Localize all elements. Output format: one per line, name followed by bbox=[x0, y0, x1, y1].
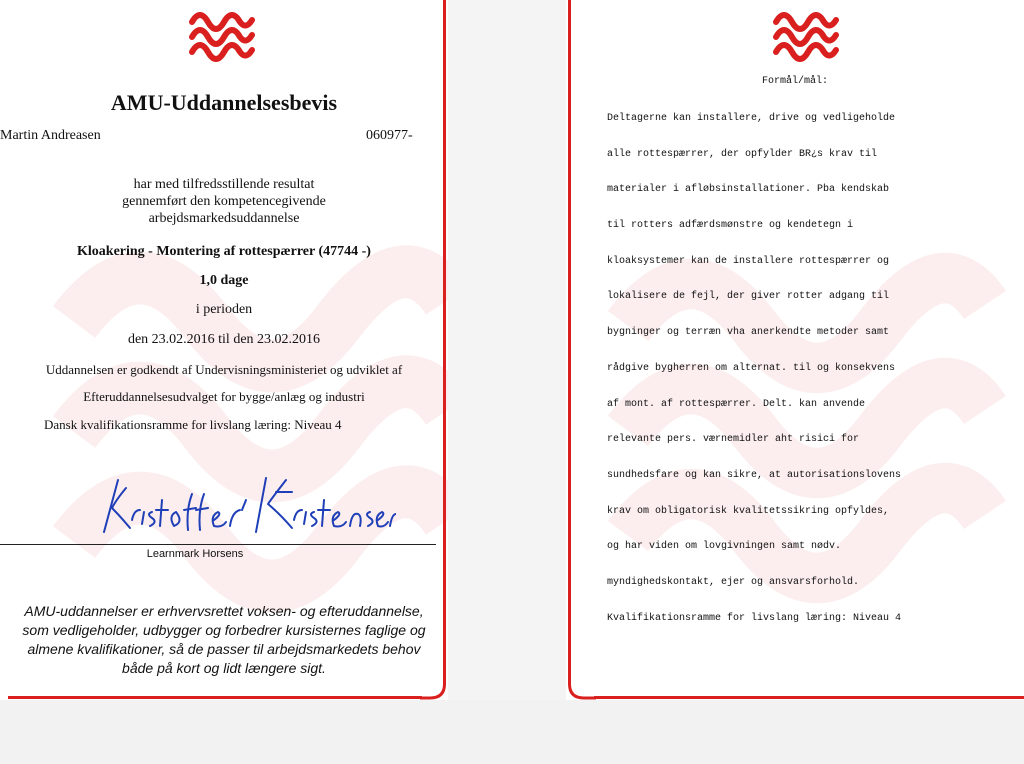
certificate-title: AMU-Uddannelsesbevis bbox=[110, 90, 338, 115]
amu-wave-logo-icon bbox=[770, 6, 840, 64]
goals-heading: Formål/mål: bbox=[761, 76, 828, 87]
description-line: almene kvalifikationer, så de passer til arbejdsmarkedets behov bbox=[27, 641, 421, 657]
goals-line: bygninger og terræn vha anerkendte metoder samt bbox=[607, 327, 890, 339]
period-label: i perioden bbox=[195, 302, 253, 317]
goals-line: alle rottespærrer, der opfylder BR¿s krav til bbox=[607, 148, 878, 160]
goals-line: af mont. af rottespærrer. Delt. kan anvende bbox=[607, 398, 866, 410]
page-gutter bbox=[448, 0, 566, 764]
goals-line: kloaksystemer kan de installere rottespærrer og bbox=[607, 255, 890, 267]
goals-line: lokalisere de fejl, der giver rotter adgang til bbox=[607, 291, 890, 303]
scan-margin bbox=[0, 700, 1024, 764]
completion-text bbox=[20, 176, 428, 227]
amu-description bbox=[0, 602, 448, 678]
handwritten-signature bbox=[96, 470, 396, 542]
goals-line: sundhedsfare og kan sikre, at autorisationslovens bbox=[607, 470, 902, 481]
signature-line bbox=[0, 544, 436, 545]
description-line: både på kort og lidt længere sigt. bbox=[122, 660, 326, 676]
goals-line: til rotters adfærdsmønstre og kendetegn i bbox=[607, 219, 854, 231]
issuer-name: Learnmark Horsens bbox=[146, 548, 244, 560]
goals-line: relevante pers. værnemidler aht risici for bbox=[607, 434, 860, 446]
course-period: den 23.02.2016 til den 23.02.2016 bbox=[127, 332, 321, 347]
right-page-corner bbox=[566, 676, 596, 706]
goals-line: Kvalifikationsramme for livslang læring: Niveau 4 bbox=[607, 612, 902, 624]
goals-line: og har viden om lovgivningen samt nødv. bbox=[607, 541, 842, 553]
qualification-level: Dansk kvalifikationsramme for livslang læring: Niveau 4 bbox=[44, 417, 342, 432]
course-name: Kloakering - Montering af rottespærrer (47744 -) bbox=[77, 244, 371, 259]
description-line: AMU-uddannelser er erhvervsrettet voksen- og efteruddannelse, bbox=[24, 603, 424, 619]
left-page-bottom-border bbox=[8, 696, 422, 699]
completion-line: gennemført den kompetencegivende bbox=[122, 194, 326, 209]
goals-line: myndighedskontakt, ejer og ansvarsforhold. bbox=[607, 577, 860, 589]
goals-line: rådgive bygherren om alternat. til og konsekvens bbox=[607, 362, 896, 374]
holder-name: Martin Andreasen bbox=[0, 128, 101, 143]
description-line: som vedligeholder, udbygger og forbedrer kursisternes faglige og bbox=[22, 622, 426, 638]
goals-line: Deltagerne kan installere, drive og vedligeholde bbox=[607, 112, 896, 124]
course-duration: 1,0 dage bbox=[199, 273, 249, 288]
left-page-corner bbox=[420, 676, 450, 706]
right-page-border bbox=[568, 0, 571, 680]
goals-body bbox=[607, 89, 1007, 637]
goals-line: materialer i afløbsinstallationer. Pba kendskab bbox=[607, 184, 890, 196]
amu-wave-logo-icon bbox=[186, 6, 256, 64]
goals-line: krav om obligatorisk kvalitetssikring opfyldes, bbox=[607, 505, 890, 517]
right-page-bottom-border bbox=[594, 696, 1024, 699]
approval-text: Uddannelsen er godkendt af Undervisningsministeriet og udviklet af bbox=[45, 362, 403, 377]
holder-id: 060977- bbox=[366, 128, 413, 143]
completion-line: har med tilfredsstillende resultat bbox=[133, 177, 315, 192]
committee-text: Efteruddannelsesudvalget for bygge/anlæg og industri bbox=[83, 389, 365, 404]
completion-line: arbejdsmarkedsuddannelse bbox=[148, 211, 300, 226]
